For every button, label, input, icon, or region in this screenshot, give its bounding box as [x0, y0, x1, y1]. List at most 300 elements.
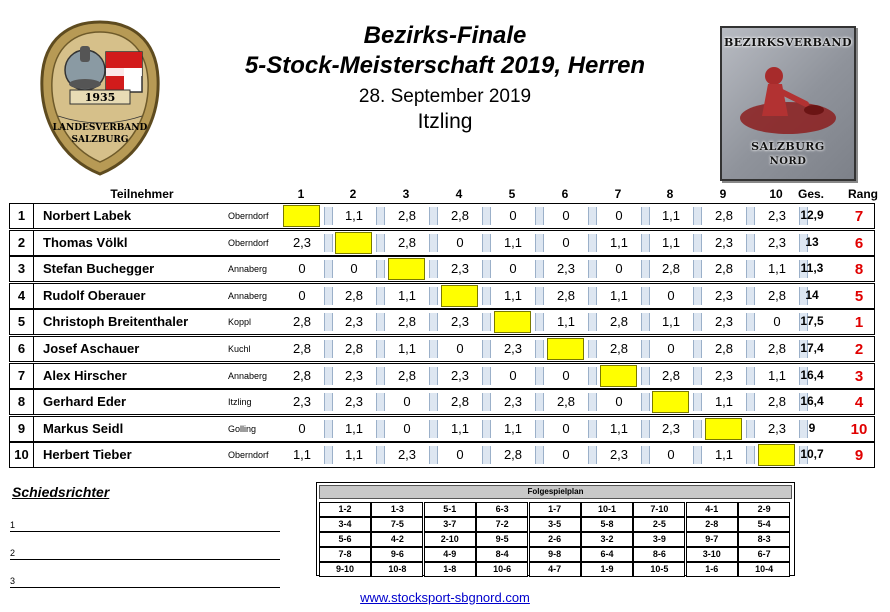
row-number: 9	[10, 417, 34, 441]
schedule-cell: 6-7	[738, 547, 790, 562]
column-divider	[324, 420, 333, 438]
schedule-cell: 10-4	[738, 562, 790, 577]
score-cell: 2,8	[450, 208, 470, 223]
column-divider	[429, 393, 438, 411]
table-row	[9, 256, 875, 282]
column-divider	[693, 234, 702, 252]
column-divider	[376, 234, 385, 252]
schedule-cell: 2-8	[686, 517, 738, 532]
schedule-cell: 5-4	[738, 517, 790, 532]
rank-cell: 1	[854, 314, 864, 331]
logo-right-line3: NORD	[769, 156, 807, 167]
score-cell: 0	[667, 447, 675, 462]
column-header-9: 9	[719, 187, 727, 201]
schedule-cell: 9-5	[476, 532, 528, 547]
column-header-10: 10	[769, 187, 783, 201]
score-cell: 2,3	[714, 368, 734, 383]
bezirksverband-logo	[720, 26, 856, 181]
row-number: 5	[10, 310, 34, 334]
row-number: 10	[10, 443, 34, 467]
participant-club: Itzling	[228, 397, 252, 407]
score-cell: 2,3	[661, 421, 681, 436]
column-divider	[482, 340, 491, 358]
referees-title: Schiedsrichter	[12, 484, 110, 500]
participant-name: Josef Aschauer	[43, 341, 140, 356]
self-match-cell	[283, 205, 320, 227]
score-cell: 0	[509, 261, 517, 276]
score-cell: 1,1	[767, 368, 787, 383]
logo-right-line2: SALZBURG	[751, 140, 825, 153]
total-cell: 14	[805, 288, 819, 302]
website-link[interactable]: www.stocksport-sbgnord.com	[360, 590, 530, 605]
rank-cell: 3	[854, 368, 864, 385]
score-cell: 0	[615, 394, 623, 409]
column-divider	[535, 367, 544, 385]
column-divider	[482, 287, 491, 305]
column-divider	[429, 207, 438, 225]
schedule-cell: 10-1	[581, 502, 633, 517]
referee-line[interactable]	[10, 518, 280, 532]
row-number: 6	[10, 337, 34, 361]
score-cell: 0	[562, 447, 570, 462]
column-divider	[324, 287, 333, 305]
column-divider	[482, 207, 491, 225]
column-divider	[641, 234, 650, 252]
column-header-7: 7	[614, 187, 622, 201]
score-cell: 2,3	[503, 394, 523, 409]
score-cell: 2,3	[344, 314, 364, 329]
referee-line-number: 3	[10, 576, 16, 586]
participant-name: Stefan Buchegger	[43, 261, 155, 276]
column-divider	[324, 393, 333, 411]
column-divider	[324, 260, 333, 278]
column-header-1: 1	[297, 187, 305, 201]
schedule-cell: 1-9	[581, 562, 633, 577]
referee-line-number: 1	[10, 520, 16, 530]
self-match-cell	[441, 285, 478, 307]
table-row	[9, 203, 875, 229]
participant-club: Annaberg	[228, 264, 268, 274]
self-match-cell	[652, 391, 689, 413]
score-cell: 2,3	[292, 235, 312, 250]
score-cell: 2,8	[661, 261, 681, 276]
score-cell: 2,3	[714, 288, 734, 303]
score-cell: 0	[298, 288, 306, 303]
score-cell: 1,1	[292, 447, 312, 462]
score-cell: 2,8	[767, 288, 787, 303]
table-row	[9, 230, 875, 256]
column-divider	[376, 446, 385, 464]
schedule-cell: 3-9	[633, 532, 685, 547]
participant-name: Gerhard Eder	[43, 394, 127, 409]
participant-club: Annaberg	[228, 371, 268, 381]
score-cell: 1,1	[344, 447, 364, 462]
table-row	[9, 363, 875, 389]
self-match-cell	[600, 365, 637, 387]
score-cell: 1,1	[397, 288, 417, 303]
column-divider	[429, 260, 438, 278]
score-cell: 2,8	[292, 314, 312, 329]
column-divider	[746, 207, 755, 225]
column-divider	[535, 260, 544, 278]
score-cell: 0	[403, 394, 411, 409]
participant-name: Thomas Völkl	[43, 235, 128, 250]
column-divider	[693, 420, 702, 438]
score-cell: 2,8	[397, 314, 417, 329]
score-cell: 0	[667, 341, 675, 356]
schedule-cell: 5-8	[581, 517, 633, 532]
column-divider	[693, 260, 702, 278]
schedule-cell: 5-1	[424, 502, 476, 517]
row-number: 2	[10, 231, 34, 255]
table-row	[9, 283, 875, 309]
column-divider	[588, 393, 597, 411]
score-cell: 2,3	[344, 394, 364, 409]
score-cell: 1,1	[661, 235, 681, 250]
row-number: 8	[10, 390, 34, 414]
column-divider	[588, 207, 597, 225]
score-cell: 2,8	[609, 314, 629, 329]
schedule-cell: 3-2	[581, 532, 633, 547]
column-divider	[693, 287, 702, 305]
column-divider	[429, 234, 438, 252]
score-cell: 2,3	[344, 368, 364, 383]
score-cell: 0	[615, 208, 623, 223]
column-divider	[746, 446, 755, 464]
schedule-cell: 1-2	[319, 502, 371, 517]
score-cell: 0	[562, 421, 570, 436]
table-row	[9, 416, 875, 442]
column-divider	[535, 313, 544, 331]
table-row	[9, 309, 875, 335]
score-cell: 2,8	[450, 394, 470, 409]
score-cell: 2,8	[661, 368, 681, 383]
schedule-cell: 7-8	[319, 547, 371, 562]
score-cell: 2,3	[609, 447, 629, 462]
column-divider	[429, 313, 438, 331]
column-divider	[324, 313, 333, 331]
score-cell: 2,8	[292, 341, 312, 356]
self-match-cell	[388, 258, 425, 280]
score-cell: 2,8	[397, 235, 417, 250]
column-divider	[482, 313, 491, 331]
column-divider	[324, 446, 333, 464]
score-cell: 0	[298, 261, 306, 276]
schedule-cell: 4-2	[371, 532, 423, 547]
column-header-5: 5	[508, 187, 516, 201]
participant-name: Markus Seidl	[43, 421, 124, 436]
column-divider	[588, 420, 597, 438]
column-divider	[535, 340, 544, 358]
schedule-cell: 8-4	[476, 547, 528, 562]
row-number: 3	[10, 257, 34, 281]
schedule-cell: 9-7	[686, 532, 738, 547]
total-cell: 9	[808, 421, 816, 435]
logo-year: 1935	[84, 91, 116, 104]
column-divider	[693, 393, 702, 411]
score-cell: 1,1	[556, 314, 576, 329]
score-cell: 0	[773, 314, 781, 329]
schedule-cell: 7-10	[633, 502, 685, 517]
event-date: 28. September 2019	[358, 86, 532, 107]
participant-club: Oberndorf	[228, 211, 269, 221]
logo-line1: LANDESVERBAND	[52, 123, 148, 133]
score-cell: 2,8	[397, 208, 417, 223]
schedule-row	[319, 532, 792, 547]
column-divider	[376, 207, 385, 225]
table-row	[9, 389, 875, 415]
total-cell: 17,4	[800, 341, 824, 355]
schedule-cell: 4-7	[529, 562, 581, 577]
score-cell: 2,3	[503, 341, 523, 356]
column-divider	[693, 367, 702, 385]
table-row	[9, 442, 875, 468]
schedule-cell: 10-5	[633, 562, 685, 577]
score-cell: 2,8	[292, 368, 312, 383]
score-cell: 2,3	[767, 235, 787, 250]
score-cell: 2,3	[450, 314, 470, 329]
score-cell: 2,8	[714, 208, 734, 223]
schedule-cell: 7-5	[371, 517, 423, 532]
schedule-row	[319, 562, 792, 577]
column-divider	[376, 287, 385, 305]
participant-name: Alex Hirscher	[43, 368, 127, 383]
score-cell: 1,1	[661, 208, 681, 223]
schedule-cell: 10-8	[371, 562, 423, 577]
column-divider	[641, 367, 650, 385]
schedule-cell: 7-2	[476, 517, 528, 532]
schedule-cell: 4-1	[686, 502, 738, 517]
event-location: Itzling	[417, 110, 473, 133]
schedule-cell: 2-9	[738, 502, 790, 517]
column-divider	[588, 340, 597, 358]
total-cell: 13	[805, 235, 819, 249]
rank-cell: 10	[850, 421, 868, 438]
row-number: 7	[10, 364, 34, 388]
table-row	[9, 336, 875, 362]
column-divider	[535, 420, 544, 438]
participant-header: Teilnehmer	[110, 187, 174, 201]
score-cell: 0	[456, 447, 464, 462]
score-cell: 2,3	[556, 261, 576, 276]
page-subtitle: 5-Stock-Meisterschaft 2019, Herren	[244, 52, 646, 79]
column-divider	[429, 287, 438, 305]
referee-line[interactable]	[10, 546, 280, 560]
column-header-3: 3	[402, 187, 410, 201]
rank-header: Rang	[848, 187, 878, 201]
score-cell: 1,1	[714, 394, 734, 409]
column-divider	[376, 260, 385, 278]
column-divider	[641, 260, 650, 278]
score-cell: 1,1	[503, 288, 523, 303]
score-cell: 1,1	[450, 421, 470, 436]
score-cell: 2,8	[714, 261, 734, 276]
participant-name: Herbert Tieber	[43, 447, 132, 462]
schedule-cell: 10-6	[476, 562, 528, 577]
participant-club: Oberndorf	[228, 450, 269, 460]
logo-line2: SALZBURG	[71, 135, 129, 145]
score-cell: 1,1	[661, 314, 681, 329]
column-divider	[746, 420, 755, 438]
column-divider	[482, 234, 491, 252]
column-divider	[588, 446, 597, 464]
column-divider	[693, 340, 702, 358]
schedule-row	[319, 502, 792, 517]
score-cell: 1,1	[609, 235, 629, 250]
score-cell: 1,1	[397, 341, 417, 356]
participant-name: Rudolf Oberauer	[43, 288, 146, 303]
score-cell: 0	[562, 235, 570, 250]
column-divider	[535, 446, 544, 464]
self-match-cell	[335, 232, 372, 254]
column-divider	[324, 234, 333, 252]
score-cell: 2,3	[397, 447, 417, 462]
column-divider	[535, 393, 544, 411]
score-cell: 0	[509, 208, 517, 223]
referee-line-number: 2	[10, 548, 16, 558]
referee-line[interactable]	[10, 574, 280, 588]
column-divider	[693, 207, 702, 225]
schedule-table	[316, 482, 795, 576]
column-divider	[376, 313, 385, 331]
column-divider	[641, 420, 650, 438]
schedule-cell: 1-7	[529, 502, 581, 517]
score-cell: 1,1	[714, 447, 734, 462]
column-divider	[482, 393, 491, 411]
rank-cell: 7	[854, 208, 864, 225]
column-divider	[482, 367, 491, 385]
schedule-cell: 4-9	[424, 547, 476, 562]
column-divider	[746, 393, 755, 411]
column-divider	[482, 260, 491, 278]
column-header-6: 6	[561, 187, 569, 201]
self-match-cell	[705, 418, 742, 440]
schedule-cell: 2-5	[633, 517, 685, 532]
participant-name: Norbert Labek	[43, 208, 132, 223]
column-divider	[641, 446, 650, 464]
column-divider	[376, 420, 385, 438]
self-match-cell	[547, 338, 584, 360]
column-divider	[746, 234, 755, 252]
row-number: 4	[10, 284, 34, 308]
column-divider	[324, 207, 333, 225]
column-divider	[746, 313, 755, 331]
column-divider	[324, 367, 333, 385]
schedule-row	[319, 517, 792, 532]
score-cell: 2,3	[714, 235, 734, 250]
score-cell: 0	[456, 341, 464, 356]
total-cell: 17,5	[800, 314, 824, 328]
schedule-cell: 6-4	[581, 547, 633, 562]
schedule-cell: 9-8	[529, 547, 581, 562]
rank-cell: 9	[854, 447, 864, 464]
column-divider	[746, 367, 755, 385]
score-cell: 1,1	[344, 208, 364, 223]
schedule-cell: 8-6	[633, 547, 685, 562]
score-cell: 0	[667, 288, 675, 303]
schedule-cell: 3-4	[319, 517, 371, 532]
schedule-cell: 3-5	[529, 517, 581, 532]
column-divider	[429, 340, 438, 358]
score-cell: 1,1	[609, 288, 629, 303]
total-cell: 16,4	[800, 368, 824, 382]
schedule-cell: 2-6	[529, 532, 581, 547]
schedule-cell: 6-3	[476, 502, 528, 517]
schedule-cell: 8-3	[738, 532, 790, 547]
total-cell: 10,7	[800, 447, 824, 461]
schedule-cell: 5-6	[319, 532, 371, 547]
score-cell: 2,8	[556, 394, 576, 409]
column-divider	[588, 313, 597, 331]
column-divider	[535, 234, 544, 252]
column-divider	[641, 393, 650, 411]
score-cell: 2,8	[344, 288, 364, 303]
column-divider	[641, 313, 650, 331]
score-cell: 0	[298, 421, 306, 436]
schedule-cell: 2-10	[424, 532, 476, 547]
score-cell: 2,8	[503, 447, 523, 462]
schedule-cell: 9-10	[319, 562, 371, 577]
column-divider	[588, 287, 597, 305]
column-divider	[588, 367, 597, 385]
column-divider	[746, 287, 755, 305]
score-cell: 2,8	[767, 341, 787, 356]
column-divider	[641, 340, 650, 358]
column-divider	[324, 340, 333, 358]
participant-club: Koppl	[228, 317, 252, 327]
total-cell: 16,4	[800, 394, 824, 408]
column-header-8: 8	[666, 187, 674, 201]
score-cell: 1,1	[609, 421, 629, 436]
column-divider	[535, 207, 544, 225]
score-cell: 2,3	[714, 314, 734, 329]
rank-cell: 5	[854, 288, 864, 305]
score-cell: 2,8	[714, 341, 734, 356]
score-cell: 2,3	[767, 208, 787, 223]
column-divider	[376, 340, 385, 358]
column-divider	[693, 446, 702, 464]
score-cell: 0	[615, 261, 623, 276]
score-cell: 2,8	[609, 341, 629, 356]
column-divider	[746, 340, 755, 358]
score-cell: 2,3	[450, 261, 470, 276]
total-cell: 12,9	[800, 208, 824, 222]
participant-club: Kuchl	[228, 344, 251, 354]
total-header: Ges.	[797, 187, 824, 201]
score-cell: 0	[562, 208, 570, 223]
column-divider	[693, 313, 702, 331]
participant-club: Oberndorf	[228, 238, 269, 248]
rank-cell: 4	[854, 394, 864, 411]
participant-club: Annaberg	[228, 291, 268, 301]
schedule-cell: 1-8	[424, 562, 476, 577]
score-cell: 0	[509, 368, 517, 383]
participant-name: Christoph Breitenthaler	[43, 314, 189, 329]
score-cell: 0	[456, 235, 464, 250]
column-divider	[482, 420, 491, 438]
column-divider	[429, 446, 438, 464]
score-cell: 2,3	[292, 394, 312, 409]
column-divider	[535, 287, 544, 305]
score-cell: 1,1	[344, 421, 364, 436]
score-cell: 2,3	[450, 368, 470, 383]
schedule-cell: 1-6	[686, 562, 738, 577]
column-divider	[641, 207, 650, 225]
column-header-4: 4	[455, 187, 463, 201]
column-divider	[588, 234, 597, 252]
column-divider	[746, 260, 755, 278]
score-cell: 0	[562, 368, 570, 383]
